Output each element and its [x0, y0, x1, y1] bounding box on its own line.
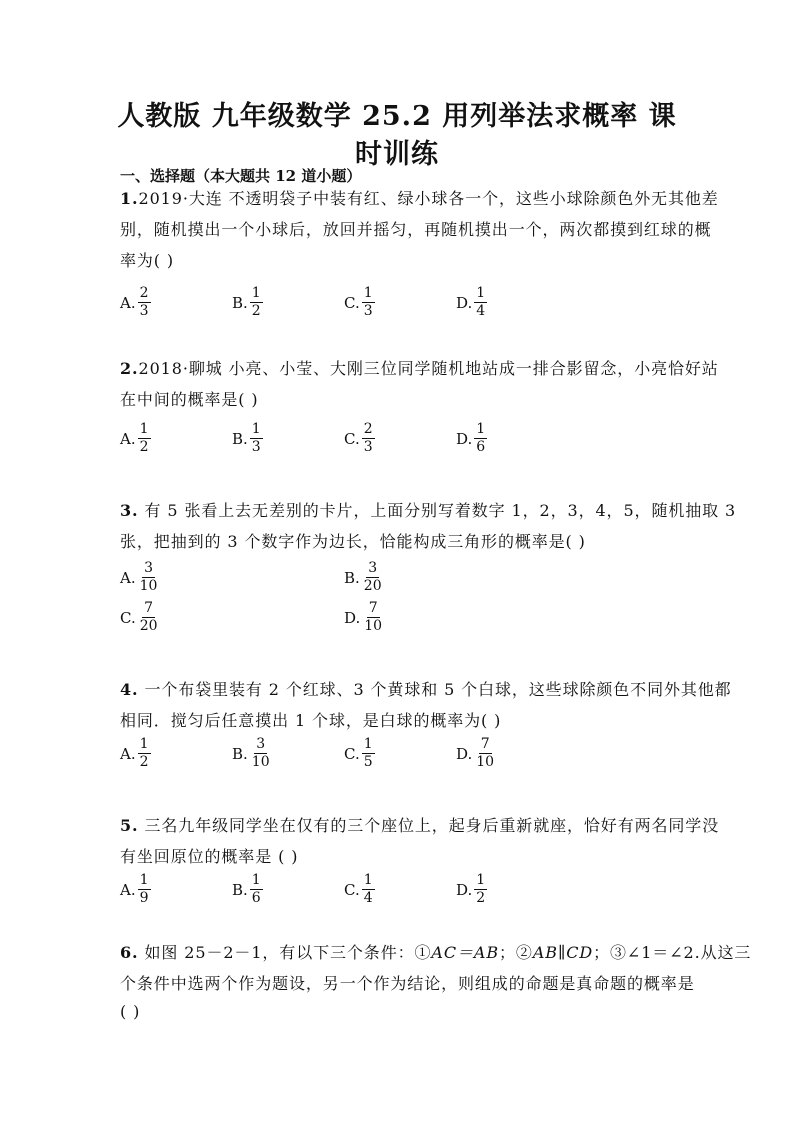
question-3-option-b: B. $\frac{3}{20}$ [344, 560, 382, 594]
fraction: $\frac{1}{2}$ [476, 872, 486, 906]
question-3-option-c: C. $\frac{7}{20}$ [120, 600, 158, 634]
fraction: $\frac{2}{3}$ [139, 285, 149, 319]
question-4-option-c: C. $\frac{1}{5}$ [344, 736, 373, 770]
question-1-line-3: 率为( ) [120, 251, 175, 270]
fraction: $\frac{3}{20}$ [363, 560, 382, 594]
document-title-line-2: 时训练 [355, 139, 439, 170]
fraction: $\frac{1}{2}$ [139, 736, 149, 770]
fraction: $\frac{1}{4}$ [476, 285, 486, 319]
section-heading: 一、选择题（本大题共 12 道小题） [120, 167, 362, 185]
question-4-line-1: 4. 一个布袋里装有 2 个红球、3 个黄球和 5 个白球，这些球除颜色不同外其他都 [120, 680, 732, 699]
question-1-option-d: D. $\frac{1}{4}$ [456, 285, 486, 319]
question-4-number: 4. [120, 680, 139, 699]
question-1-option-b: B. $\frac{1}{2}$ [232, 285, 261, 319]
question-4-option-d: D. $\frac{7}{10}$ [456, 736, 495, 770]
question-2-option-d: D. $\frac{1}{6}$ [456, 421, 486, 455]
question-1-option-a: A. $\frac{2}{3}$ [120, 285, 149, 319]
question-4-option-a: A. $\frac{1}{2}$ [120, 736, 149, 770]
fraction: $\frac{1}{2}$ [251, 285, 261, 319]
question-1-line-1: 1.2019·大连 不透明袋子中装有红、绿小球各一个，这些小球除颜色外无其他差 [120, 189, 719, 208]
fraction: $\frac{3}{10}$ [251, 736, 270, 770]
fraction: $\frac{1}{5}$ [363, 736, 373, 770]
question-4-option-b: B. $\frac{3}{10}$ [232, 736, 270, 770]
question-5-option-b: B. $\frac{1}{6}$ [232, 872, 261, 906]
question-4-line-2: 相同．搅匀后任意摸出 1 个球，是白球的概率为( ) [120, 711, 502, 730]
question-3-option-d: D. $\frac{7}{10}$ [344, 600, 383, 634]
fraction: $\frac{7}{10}$ [364, 600, 383, 634]
question-3-line-2: 张，把抽到的 3 个数字作为边长，恰能构成三角形的概率是( ) [120, 532, 586, 551]
question-6-number: 6. [120, 943, 139, 962]
question-1-option-c: C. $\frac{1}{3}$ [344, 285, 373, 319]
question-6-line-1: 6. 如图 25－2－1，有以下三个条件：①AC＝AB；②AB∥CD；③∠1＝∠2.从这三 [120, 943, 752, 962]
question-6-line-2: 个条件中选两个作为题设，另一个作为结论，则组成的命题是真命题的概率是 [120, 974, 695, 993]
fraction: $\frac{7}{20}$ [139, 600, 158, 634]
question-6-line-3: ( ) [120, 1002, 141, 1021]
question-5-line-1: 5. 三名九年级同学坐在仅有的三个座位上，起身后重新就座，恰好有两名同学没 [120, 816, 720, 835]
question-2-number: 2. [120, 359, 139, 378]
question-5-option-c: C. $\frac{1}{4}$ [344, 872, 373, 906]
fraction: $\frac{3}{10}$ [139, 560, 158, 594]
question-2-option-c: C. $\frac{2}{3}$ [344, 421, 373, 455]
fraction: $\frac{1}{6}$ [251, 872, 261, 906]
question-5-line-2: 有坐回原位的概率是 ( ) [120, 847, 299, 866]
question-2-option-a: A. $\frac{1}{2}$ [120, 421, 149, 455]
fraction: $\frac{7}{10}$ [476, 736, 495, 770]
fraction: $\frac{1}{9}$ [139, 872, 149, 906]
question-3-line-1: 3. 有 5 张看上去无差别的卡片，上面分别写着数字 1，2，3，4，5，随机抽取 3 [120, 501, 737, 520]
condition-ab-cd: AB∥CD [532, 943, 594, 962]
question-5-option-d: D. $\frac{1}{2}$ [456, 872, 486, 906]
question-5-option-a: A. $\frac{1}{9}$ [120, 872, 149, 906]
question-1-number: 1. [120, 189, 139, 208]
document-title-line-1: 人教版 九年级数学 25.2 用列举法求概率 课 [117, 101, 677, 132]
condition-ac-ab: AC＝AB [431, 943, 500, 962]
question-3-option-a: A. $\frac{3}{10}$ [120, 560, 158, 594]
question-2-option-b: B. $\frac{1}{3}$ [232, 421, 261, 455]
fraction: $\frac{1}{4}$ [363, 872, 373, 906]
fraction: $\frac{1}{6}$ [476, 421, 486, 455]
fraction: $\frac{1}{3}$ [251, 421, 261, 455]
fraction: $\frac{1}{2}$ [139, 421, 149, 455]
question-2-line-2: 在中间的概率是( ) [120, 390, 259, 409]
question-3-number: 3. [120, 501, 139, 520]
fraction: $\frac{2}{3}$ [363, 421, 373, 455]
question-5-number: 5. [120, 816, 139, 835]
question-2-line-1: 2.2018·聊城 小亮、小莹、大刚三位同学随机地站成一排合影留念，小亮恰好站 [120, 359, 719, 378]
question-1-line-2: 别，随机摸出一个小球后，放回并摇匀，再随机摸出一个，两次都摸到红球的概 [120, 220, 712, 239]
fraction: $\frac{1}{3}$ [363, 285, 373, 319]
